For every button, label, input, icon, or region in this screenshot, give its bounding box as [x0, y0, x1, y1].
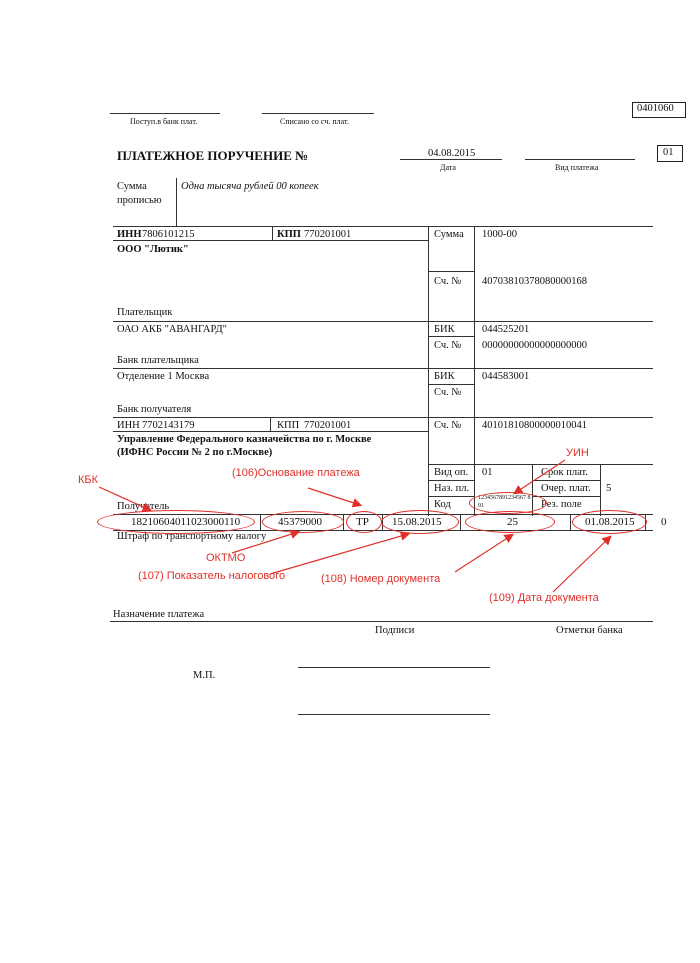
vid-op-label: Вид оп. [434, 467, 469, 478]
amount-words-value: Одна тысяча рублей 00 копеек [181, 181, 319, 192]
payer-bik: 044525201 [482, 324, 530, 335]
extra-value: 0 [661, 516, 667, 528]
payer-inn-label: ИНН [117, 229, 142, 240]
payee-inn: 7702143179 [142, 420, 195, 431]
payer-corr-label: Сч. № [434, 340, 462, 351]
vid-op: 01 [482, 467, 493, 478]
kod-line-1: 1234567891234567 8 [478, 495, 531, 501]
signatures-label: Подписи [375, 625, 415, 636]
purpose-label: Назначение платежа [113, 609, 205, 620]
indicator-annotation: (107) Показатель налогового [138, 570, 286, 582]
payee-bank-name: Отделение 1 Москва [117, 371, 210, 382]
debited-label: Списано со сч. плат. [280, 117, 349, 126]
payee-name-2: (ИФНС России № 2 по г.Москве) [117, 447, 273, 458]
doc-number-value: 25 [507, 516, 518, 528]
payee-bank-label: Банк получателя [117, 404, 192, 415]
date-label: Дата [440, 163, 456, 172]
doc-number-annotation: (108) Номер документа [321, 573, 441, 585]
payer-name: ООО "Лютик" [117, 244, 189, 255]
amount-words-label-1: Сумма [117, 181, 147, 192]
payer-inn: 7806101215 [142, 229, 195, 240]
payee-inn-label: ИНН [117, 420, 140, 431]
received-label: Поступ.в банк плат. [130, 117, 198, 126]
payee-corr-label: Сч. № [434, 387, 462, 398]
payer-kpp: 770201001 [304, 229, 352, 240]
payee-account-label: Сч. № [434, 420, 462, 431]
basis-annotation: (106)Основание платежа [232, 467, 360, 479]
payer-bank-label: Банк плательщика [117, 355, 199, 366]
kod-line-2: 91 [478, 503, 484, 509]
status-code: 01 [663, 147, 674, 158]
doc-date-value: 01.08.2015 [585, 516, 635, 528]
oktmo-annotation: ОКТМО [206, 552, 246, 564]
srok-label: Срок плат. [541, 467, 588, 478]
payee-bik-label: БИК [434, 371, 455, 382]
ocher-label: Очер. плат. [541, 483, 591, 494]
form-code: 0401060 [637, 103, 674, 114]
rez-label: Рез. поле [541, 499, 582, 510]
page-title: ПЛАТЕЖНОЕ ПОРУЧЕНИЕ № [117, 148, 309, 163]
kod-label: Код [434, 499, 451, 510]
ocher-value: 5 [606, 483, 612, 494]
payee-kpp-label: КПП [277, 420, 300, 431]
payer-account-label: Сч. № [434, 276, 462, 287]
payer-bank-name: ОАО АКБ "АВАНГАРД" [117, 324, 227, 335]
naz-pl-label: Наз. пл. [434, 483, 470, 494]
amount-value: 1000-00 [482, 229, 517, 240]
kbk-value: 18210604011023000110 [131, 516, 241, 528]
purpose-text: Штраф по транспортному налогу [117, 531, 267, 542]
payee-bik: 044583001 [482, 371, 530, 382]
kbk-annotation: КБК [78, 474, 99, 486]
payer-kpp-label: КПП [277, 229, 301, 240]
payer-account: 40703810378080000168 [482, 276, 587, 287]
payee-kpp: 770201001 [304, 420, 352, 431]
period-value: 15.08.2015 [392, 516, 442, 528]
stamp-label: М.П. [193, 670, 216, 681]
amount-words-label-2: прописью [117, 195, 162, 206]
payee-account: 40101810800000010041 [482, 420, 587, 431]
payer-bik-label: БИК [434, 324, 455, 335]
doc-date: 04.08.2015 [428, 148, 476, 159]
bank-marks-label: Отметки банка [556, 625, 623, 636]
amount-label: Сумма [434, 229, 464, 240]
payment-type-label: Вид платежа [555, 163, 599, 172]
uin-annotation: УИН [566, 447, 589, 459]
payee-label: Получатель [117, 501, 170, 512]
basis-value: ТР [356, 516, 369, 528]
doc-date-annotation: (109) Дата документа [489, 592, 599, 604]
payer-label: Плательщик [117, 307, 173, 318]
payer-corr-account: 00000000000000000000 [482, 340, 587, 351]
oktmo-value: 45379000 [278, 516, 322, 528]
payee-name-1: Управление Федерального казначейства по г. Москве [117, 434, 372, 445]
